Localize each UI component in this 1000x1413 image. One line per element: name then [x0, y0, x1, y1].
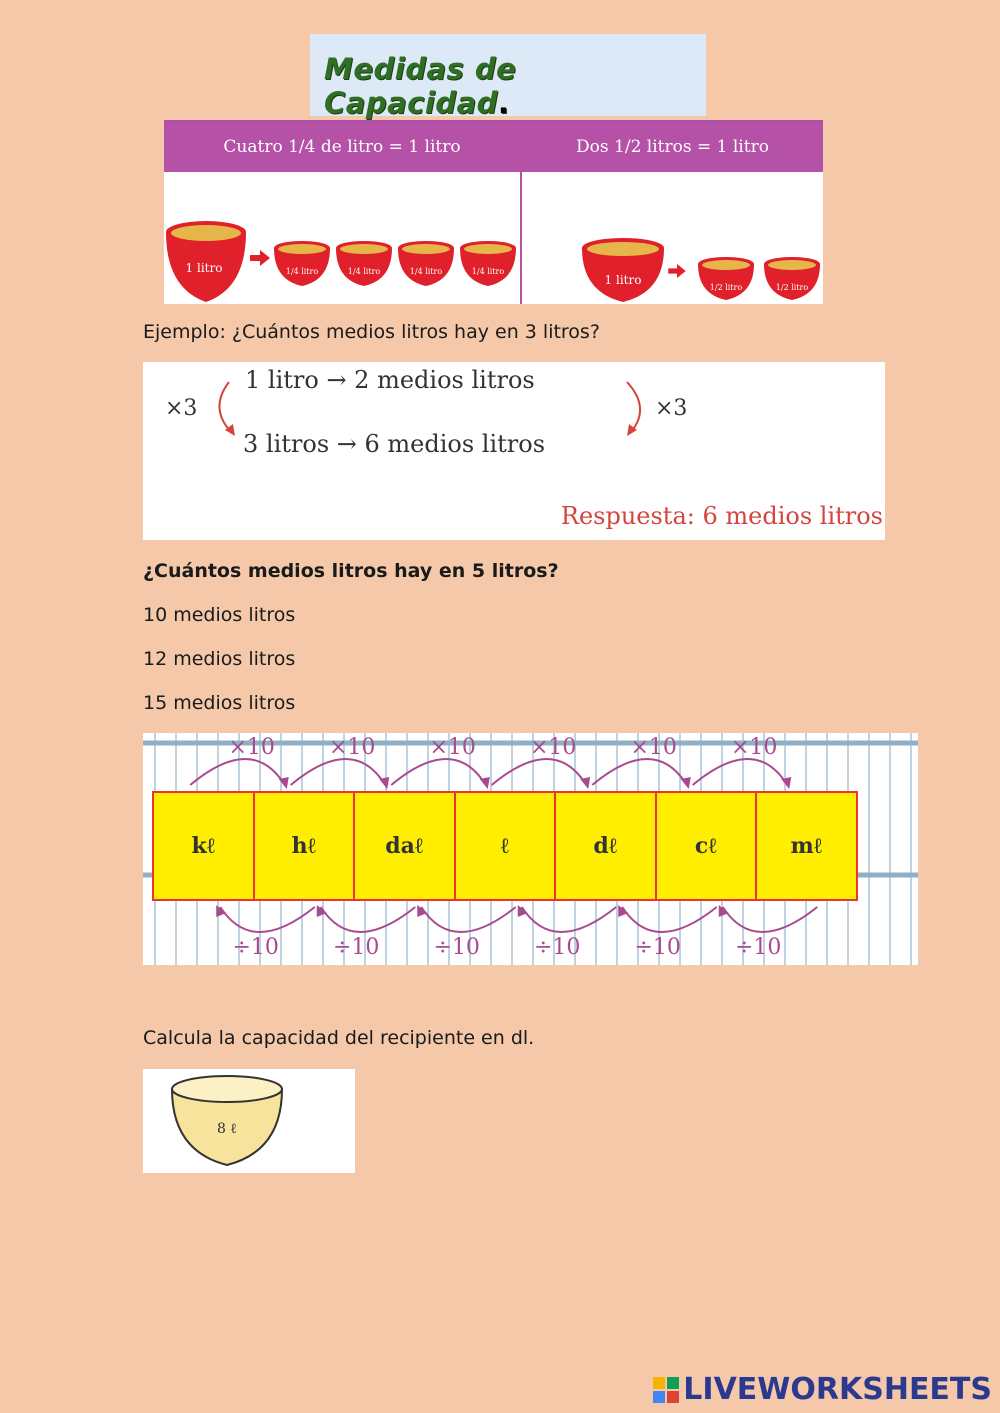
page-title	[324, 52, 706, 120]
divide-label: ÷10	[634, 935, 681, 960]
unit-cell: mℓ	[755, 791, 858, 901]
units-ruler	[143, 733, 918, 965]
quarter-label-3: 1/4 litro	[409, 267, 443, 276]
unit-cell: hℓ	[253, 791, 356, 901]
multiply-label: ×10	[630, 735, 677, 760]
multiply-arrow	[391, 759, 486, 785]
multiply-label: ×10	[228, 735, 275, 760]
question-text: ¿Cuántos medios litros hay en 5 litros?	[143, 560, 559, 582]
multiply-label: ×10	[429, 735, 476, 760]
multiply-arrowhead	[580, 777, 590, 789]
unit-cell: ℓ	[454, 791, 557, 901]
liveworksheets-logo-icon	[653, 1377, 679, 1403]
divide-label: ÷10	[534, 935, 581, 960]
quarter-label-2: 1/4 litro	[347, 267, 381, 276]
brand-text: LIVEWORKSHEETS	[683, 1372, 992, 1407]
multiply-label: ×10	[731, 735, 778, 760]
answer-option-2[interactable]: 12 medios litros	[143, 648, 296, 670]
divide-arrow	[622, 907, 717, 932]
one-liter-bowl	[164, 218, 248, 304]
quarter-bowl-2	[334, 240, 394, 288]
answer-option-1[interactable]: 10 medios litros	[143, 604, 296, 626]
divide-arrow	[522, 907, 617, 932]
half-bowl-2	[762, 256, 822, 302]
quarter-label-4: 1/4 litro	[471, 267, 505, 276]
multiply-arrowhead	[279, 777, 289, 789]
quarter-bowl-1	[272, 240, 332, 288]
multiply-arrowhead	[781, 777, 791, 789]
bowls-panel	[164, 120, 823, 304]
quarter-bowl-3	[396, 240, 456, 288]
multiply-arrow	[693, 759, 788, 785]
panel-header-left: Cuatro 1/4 de litro = 1 litro	[164, 122, 520, 172]
half-label-1: 1/2 litro	[709, 283, 743, 292]
ruler-arrows	[143, 733, 918, 965]
example-intro: Ejemplo: ¿Cuántos medios litros hay en 3 litros?	[143, 321, 600, 343]
exercise-text: Calcula la capacidad del recipiente en dl.	[143, 1027, 535, 1049]
divide-label: ÷10	[433, 935, 480, 960]
exercise-bowl-panel	[143, 1069, 355, 1173]
multiply-arrowhead	[681, 777, 691, 789]
arrow-right-icon	[250, 250, 270, 266]
half-bowl-1	[696, 256, 756, 302]
one-liter-label-right: 1 litro	[604, 273, 642, 287]
unit-cell: daℓ	[353, 791, 456, 901]
example-answer: Respuesta: 6 medios litros	[560, 502, 883, 530]
multiplier-right: ×3	[655, 396, 688, 421]
divide-label: ÷10	[232, 935, 279, 960]
divide-label: ÷10	[333, 935, 380, 960]
quarter-label-1: 1/4 litro	[285, 267, 319, 276]
panel-header-right: Dos 1/2 litros = 1 litro	[522, 122, 823, 172]
divide-arrow	[421, 907, 516, 932]
multiply-arrow	[492, 759, 587, 785]
one-liter-label: 1 litro	[185, 261, 223, 275]
title-box	[310, 34, 706, 120]
multiply-arrowhead	[379, 777, 389, 789]
footer-brand	[653, 1372, 992, 1407]
arrow-right-icon-2	[668, 264, 686, 278]
example-panel	[143, 362, 885, 540]
half-label-2: 1/2 litro	[775, 283, 809, 292]
quarter-bowl-4	[458, 240, 518, 288]
unit-cell: dℓ	[554, 791, 657, 901]
curved-arrow-right-icon	[617, 380, 657, 440]
multiply-label: ×10	[329, 735, 376, 760]
example-line-2: 3 litros → 6 medios litros	[243, 430, 546, 458]
multiply-arrow	[190, 759, 285, 785]
example-line-1: 1 litro → 2 medios litros	[245, 366, 535, 394]
curved-arrow-left-icon	[207, 380, 247, 440]
multiply-arrow	[592, 759, 687, 785]
answer-option-3[interactable]: 15 medios litros	[143, 692, 296, 714]
unit-cell: cℓ	[655, 791, 758, 901]
multiply-arrowhead	[480, 777, 490, 789]
divide-arrow	[220, 907, 315, 932]
multiply-label: ×10	[530, 735, 577, 760]
divide-label: ÷10	[735, 935, 782, 960]
page-title-text: Medidas de Capacidad	[324, 52, 517, 120]
page-title-dot: .	[497, 86, 510, 120]
unit-cell: kℓ	[152, 791, 255, 901]
bowl-capacity-label: 8 ℓ	[216, 1121, 238, 1137]
panel-divider	[520, 122, 522, 304]
one-liter-bowl-right	[580, 236, 666, 304]
divide-arrow	[723, 907, 818, 932]
eight-liter-bowl	[169, 1073, 285, 1169]
divide-arrow	[321, 907, 416, 932]
multiply-arrow	[291, 759, 386, 785]
multiplier-left: ×3	[165, 396, 198, 421]
